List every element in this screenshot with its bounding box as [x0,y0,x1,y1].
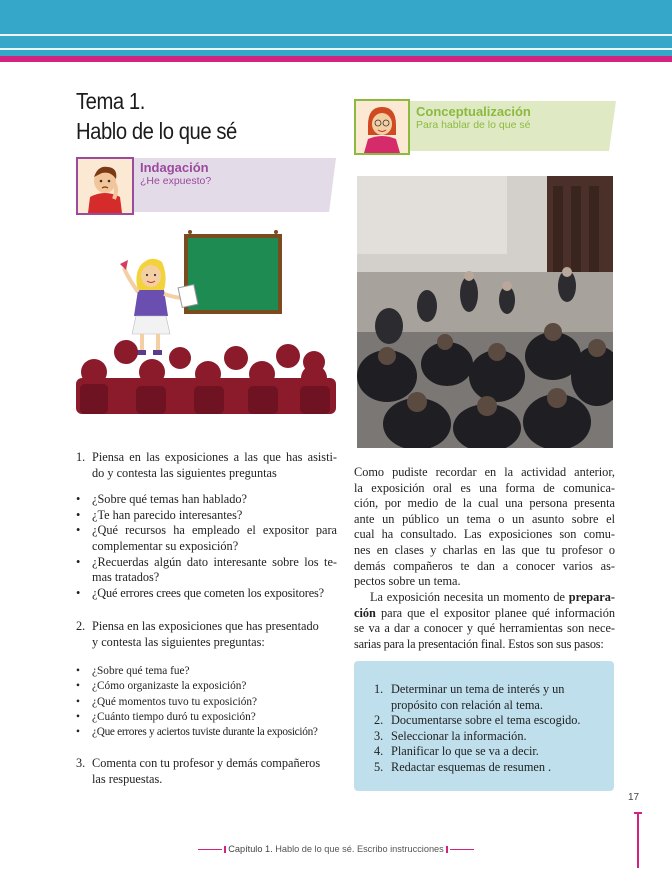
indagacion-banner [76,153,336,215]
conceptualizacion-subtitle: Para hablar de lo que sé [416,119,531,131]
question-number: 3. [76,756,86,770]
question-text-line: Piensa en las exposiciones a las que has asisti- [92,450,337,464]
list-item: 4. Planificar lo que se va a decir. [374,744,539,759]
list-item: • ¿Sobre qué temas han hablado? [76,492,248,507]
list-item: • ¿Cuánto tiempo duró tu exposición? [76,710,256,723]
side-rule [637,812,639,868]
bold-term: prepara- [568,590,615,604]
footer-bar [446,846,448,853]
list-item: • ¿Te han parecido interesantes? [76,507,243,522]
list-item: • ¿Qué recursos ha empleado el expositor para complementar su exposición? [76,523,337,553]
list-item: • ¿Qué momentos tuvo tu exposición? [76,695,258,708]
list-item: 2. Documentarse sobre el tema escogido. [374,713,581,728]
title-line-1: Tema 1. [76,88,145,114]
question-2-bullets [76,664,337,740]
girl-teacher-icon [354,99,410,155]
footer-line [450,849,474,851]
boy-thinking-icon [76,157,134,215]
question-text-line: y contesta las siguientes preguntas: [92,634,265,649]
question-1 [76,450,337,601]
indagacion-subtitle: ¿He expuesto? [140,175,212,187]
indagacion-title: Indagación [140,160,209,175]
question-3 [76,756,337,787]
conceptualizacion-banner [354,99,616,161]
footer-line [198,849,222,851]
bold-term: ción [354,605,376,620]
list-item: • ¿Recuerdas algún dato interesante sobre los te- mas tratados? [76,554,337,585]
list-item: • ¿Cómo organizaste la exposición? [76,680,247,693]
list-item: 5. Redactar esquemas de resumen . [374,759,552,774]
footer-chapter: Capítulo 1. [228,844,273,854]
page-number: 17 [628,792,640,803]
list-item: • ¿Que errores y aciertos tuviste durante la exposición? [76,726,318,738]
header-line [0,48,672,50]
question-2 [76,619,337,740]
question-text-line: Comenta con tu profesor y demás compañeros [92,756,321,770]
list-item: • ¿Sobre qué tema fue? [76,665,190,678]
presenter-illustration [76,228,336,416]
question-number: 1. [76,450,86,464]
footer-bar [224,846,226,853]
footer [0,844,672,854]
exposition-photo [357,176,613,448]
conceptualizacion-title: Conceptualización [416,104,531,119]
header-line [0,34,672,36]
question-text-line: Piensa en las exposiciones que has presentado [92,619,319,633]
footer-text: Hablo de lo que sé. Escribo instrucciones [272,844,444,854]
list-item: 3. Seleccionar la información. [374,728,527,743]
header-rule [0,56,672,62]
body-paragraph-1: Como pudiste recordar en la actividad anterior, la exposición oral es una forma de comunica- ción, por medio de la cual una persona presenta ante un público un tema o un asunto sobre el cual ha consultado. Las exposiciones son comu- nes en clases y charlas en las que tu profesor o demás compañeros te dan a conocer varios as- pectos sobre un tema. [354,465,615,589]
question-text-line: las respuestas. [92,771,163,786]
title-line-2: Hablo de lo que sé [76,118,237,144]
body-paragraph-2: La exposición necesita un momento de prepara- ción para que el expositor planee qué información se va a dar a conocer y qué herramientas son nece- sarias para la presentación final. Estos son sus pasos: [354,590,615,651]
list-item: 1. Determinar un tema de interés y un propósito con relación al tema. [374,682,565,712]
page-title [76,86,305,146]
list-item: • ¿Qué errores crees que cometen los expositores? [76,585,324,600]
question-1-bullets [76,492,337,601]
question-text-line: do y contesta las siguientes preguntas [92,465,277,480]
question-number: 2. [76,619,86,633]
steps-list [374,682,604,776]
